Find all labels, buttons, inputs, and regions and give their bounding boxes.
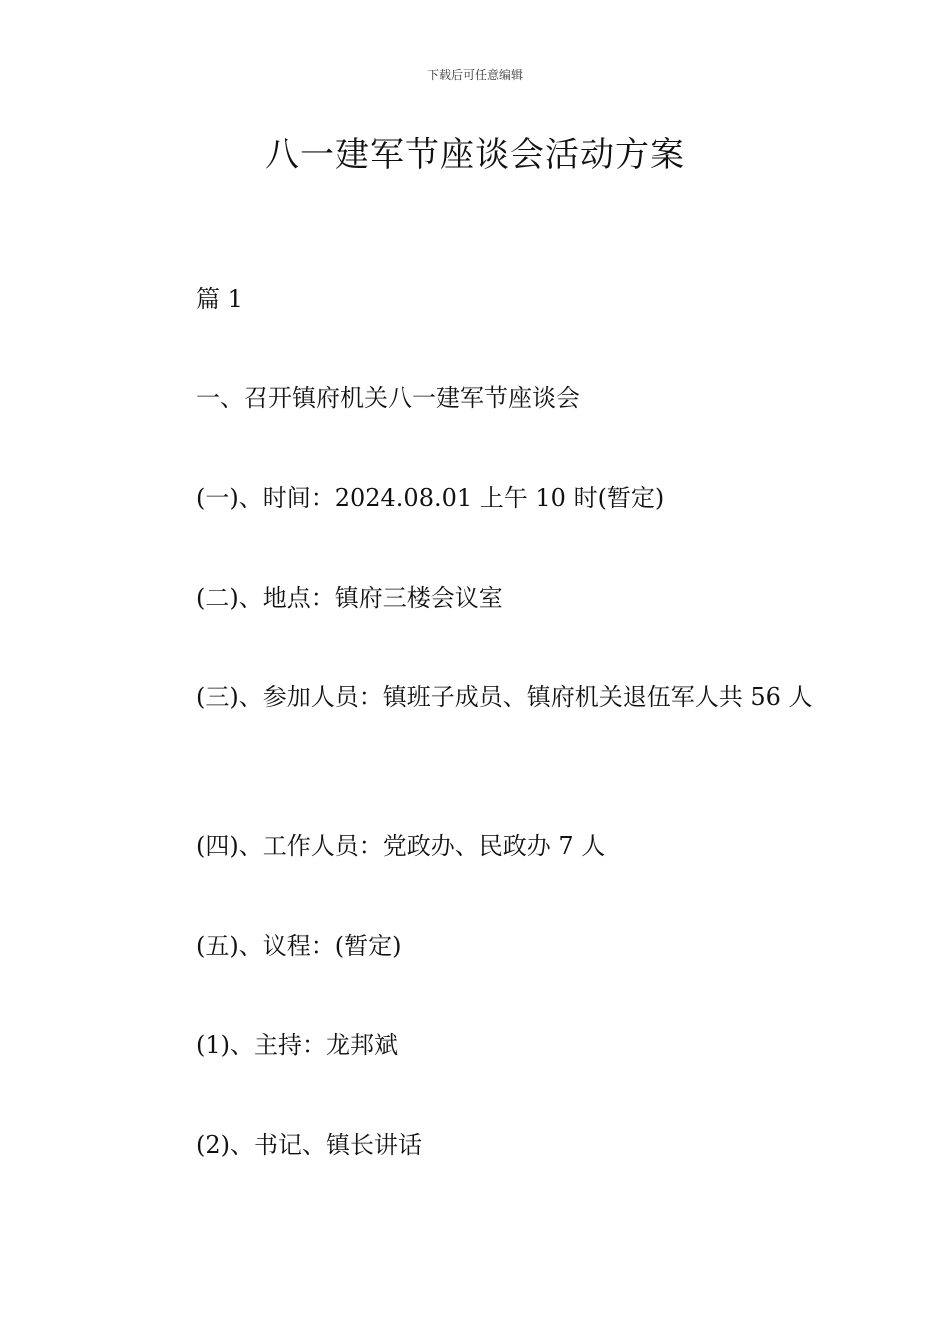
document-title: 八一建军节座谈会活动方案 (265, 135, 685, 175)
paragraph-participants: (三)、参加人员：镇班子成员、镇府机关退伍军人共 56 人 (196, 683, 813, 711)
paragraph-staff: (四)、工作人员：党政办、民政办 7 人 (196, 832, 606, 860)
paragraph-speech: (2)、书记、镇长讲话 (196, 1131, 422, 1159)
header-note: 下载后可任意编辑 (426, 68, 523, 82)
paragraph-agenda: (五)、议程：(暂定) (196, 932, 402, 960)
paragraph-heading-1: 一、召开镇府机关八一建军节座谈会 (196, 384, 580, 412)
paragraph-location: (二)、地点：镇府三楼会议室 (196, 584, 503, 612)
paragraph-host: (1)、主持：龙邦斌 (196, 1031, 398, 1059)
paragraph-time: (一)、时间：2024.08.01 上午 10 时(暂定) (196, 484, 665, 512)
section-label: 篇 1 (196, 285, 243, 313)
